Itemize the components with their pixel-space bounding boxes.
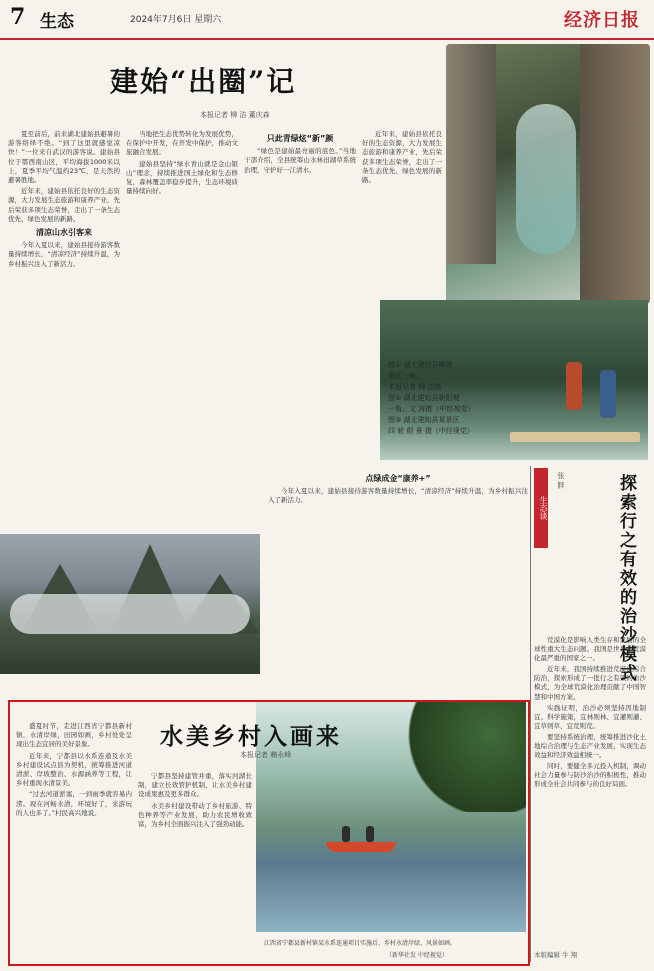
waterfall xyxy=(516,104,576,254)
commentary-tag: 生态谈 xyxy=(534,468,548,548)
subheading-2: 只此青绿炫“新”颜 xyxy=(266,134,334,143)
bottom-article-column-1: 盛夏时节，走进江西省宁都县新村镇，水清岸绿，田园如画，乡村处处呈现出生态宜居的美好景象。 近年来，宁都县以水系连通及水美乡村建设试点县为契机，统筹推进河道清淤、岸坡整治、水源涵养等工程，让乡村重现水清景美。 “过去河道淤塞，一到雨季就容易内涝。现在河畅水清，环境好了，来游玩的人也多了。”村民高兴地说。 xyxy=(16,722,132,817)
bottom-article-title: 水美乡村入画来 xyxy=(160,723,342,750)
top-article-column-4: 近年来，建始县依托良好的生态资源，大力发展生态旅游和康养产业，先后荣获多项生态荣誉，走出了一条生态优先、绿色发展的新路。 xyxy=(362,130,442,185)
top-article-column-3: 只此青绿炫“新”颜 “绿色是建始最亮丽的底色。”当地干部介绍，全县统筹山水林田湖草系统治理，守护好一江清水。 xyxy=(244,134,356,174)
subheading-1: 清凉山水引客来 xyxy=(36,228,92,238)
bamboo-raft xyxy=(510,432,640,442)
red-boat xyxy=(326,842,396,852)
top-article-title: 建始“出圈”记 xyxy=(110,65,297,98)
top-article-column-2: 当地把生态优势转化为发展优势，在保护中开发，在开发中保护，推动文旅融合发展。 建始县坚持“绿水青山就是金山银山”理念，持续推进国土绿化和生态修复，森林覆盖率稳步提升，生态环境质量持续向好。 xyxy=(126,130,238,196)
photo-credit: （新华社发 中经视觉） xyxy=(386,952,448,959)
highlighted-article-box xyxy=(8,700,530,966)
cliff-right xyxy=(580,44,650,304)
man-in-blue xyxy=(600,370,616,418)
canyon-photo xyxy=(446,44,650,304)
commentary-body: 荒漠化是影响人类生存和发展的全球性重大生态问题。我国是世界上荒漠化最严重的国家之一。 近年来，我国持续推进荒漠化综合防治，探索形成了一批行之有效的治沙模式，为全球荒漠化治理贡献了中国智慧和中国方案。 实践证明，治沙必须坚持因地制宜、科学施策，宜林则林、宜灌则灌、宜草则草、宜荒则荒。 要坚持系统治理，统筹推进沙化土地综合治理与生态产业发展，实现生态效益和经济效益相统一。 同时，要健全多元投入机制，调动社会力量参与防沙治沙的积极性，推动形成全社会共同参与的良好局面。 xyxy=(534,636,646,789)
sea-of-clouds xyxy=(10,594,250,634)
top-article-column-1: 夏至前后，前来湖北建始县避暑的游客络绎不绝。“到了这里就感觉凉快！”一位来自武汉的游客说。建始县位于鄂西南山区，平均海拔1000米以上，夏季平均气温约23℃，是天然的避暑胜地。 近年来，建始县依托良好的生态资源，大力发展生态旅游和康养产业，先后荣获多项生态荣誉，走出了一条生态优先、绿色发展的新路。 清凉山水引客来 今年入夏以来，建始县接待游客数量持续增长，“清凉经济”持续升温，为乡村振兴注入了新活力。 xyxy=(8,130,120,268)
page-number: 7 xyxy=(10,4,26,30)
tree-canopy xyxy=(406,702,526,812)
top-article-column-5: 点绿成金“康养+” 今年入夏以来，建始县接待游客数量持续增长，“清凉经济”持续升温，为乡村振兴注入了新活力。 xyxy=(268,474,528,505)
page-header xyxy=(0,0,654,40)
commentary-author: 张 胖 xyxy=(557,472,565,489)
newspaper-brand: 经济日报 xyxy=(564,10,640,31)
subheading-3: 点绿成金“康养+” xyxy=(365,474,431,483)
section-name: 生态 xyxy=(40,12,74,32)
bottom-article-byline: 本报记者 赖永峰 xyxy=(240,751,292,759)
cliff-left xyxy=(446,44,496,264)
rower xyxy=(366,826,374,842)
raft-photo-caption: 图① 湖北建始县柳湾 景区一角。 本报记者 柳 洁摄 图② 湖北建始县朝阳观 一角。文 涛摄（中经视觉） 图③ 湖北建始县某景区 四 轮 组 景 摄（中经视觉） xyxy=(388,361,475,435)
page-editor: 本版编辑 牛 翔 xyxy=(534,951,578,959)
woman-in-red xyxy=(566,362,582,410)
issue-date: 2024年7月6日 星期六 xyxy=(130,15,222,25)
bottom-photo-caption: 江西省宁都县新村镇某水系连通项目实施后，乡村水清岸绿、风景如画。 xyxy=(264,940,457,947)
commentary-title: 探索行之有效的治沙模式 xyxy=(616,474,636,683)
mountain-mist-photo xyxy=(0,534,260,674)
top-article-byline: 本报记者 柳 洁 董庆森 xyxy=(200,111,270,119)
bottom-article-column-2: 宁都县坚持建管并重，落实河湖长制，建立长效管护机制，让水美乡村建设成果惠及更多群众。 水美乡村建设带动了乡村旅游、特色种养等产业发展，助力农民增收致富，为乡村全面振兴注入了强劲动能。 xyxy=(138,772,252,829)
rower xyxy=(342,826,350,842)
column-divider xyxy=(530,466,531,962)
commentary-section xyxy=(534,468,648,962)
